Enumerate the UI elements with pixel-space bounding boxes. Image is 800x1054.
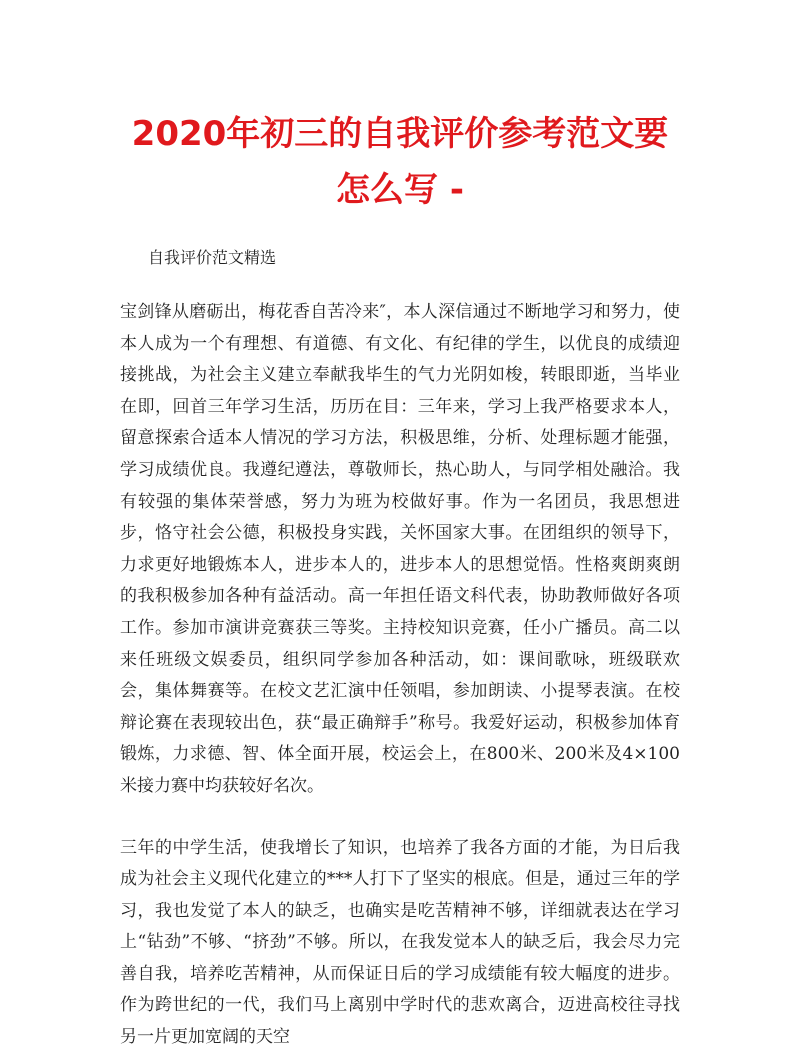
document-title: 2020年初三的自我评价参考范文要怎么写 - [131,114,669,210]
paragraph-2: 三年的中学生活，使我增长了知识，也培养了我各方面的才能，为日后我成为社会主义现代化建立的***人打下了坚实的根底。但是，通过三年的学习，我也发觉了本人的缺乏，也确实是吃苦精神不够，详细就表达在学习上“钻劲”不够、“挤劲”不够。所以，在我发觉本人的缺乏后，我会尽力完善自我，培养吃苦精神，从而保证日后的学习成绩能有较大幅度的进步。作为跨世纪的一代，我们马上离别中学时代的悲欢离合，迈进高校往寻找另一片更加宽阔的天空 [120,837,680,1048]
paragraph-1: 宝剑锋从磨砺出，梅花香自苦冷来″，本人深信通过不断地学习和努力，使本人成为一个有理想、有道德、有文化、有纪律的学生，以优良的成绩迎接挑战，为社会主义建立奉献我毕生的气力光阴如梭，转眼即逝，当毕业在即，回首三年学习生活，历历在目：三年来，学习上我严格要求本人，留意探索合适本人情况的学习方法，积极思维，分析、处理标题才能强，学习成绩优良。我遵纪遵法，尊敬师长，热心助人，与同学相处融洽。我有较强的集体荣誉感，努力为班为校做好事。作为一名团员，我思想进步，恪守社会公德，积极投身实践，关怀国家大事。在团组织的领导下，力求更好地锻炼本人，进步本人的，进步本人的思想觉悟。性格爽朗爽朗的我积极参加各种有益活动。高一年担任语文科代表，协助教师做好各项工作。参加市演讲竞赛获三等奖。主持校知识竞赛，任小广播员。高二以来任班级文娱委员，组织同学参加各种活动，如：课间歌咏，班级联欢会，集体舞赛等。在校文艺汇演中任领唱，参加朗读、小提琴表演。在校辩论赛在表现较出色，获“最正确辩手”称号。我爱好运动，积极参加体育锻炼，力求德、智、体全面开展，校运会上，在800米、200米及4×100米接力赛中均获较好名次。 [120,302,680,796]
document-subtitle: 自我评价范文精选 [148,248,277,267]
